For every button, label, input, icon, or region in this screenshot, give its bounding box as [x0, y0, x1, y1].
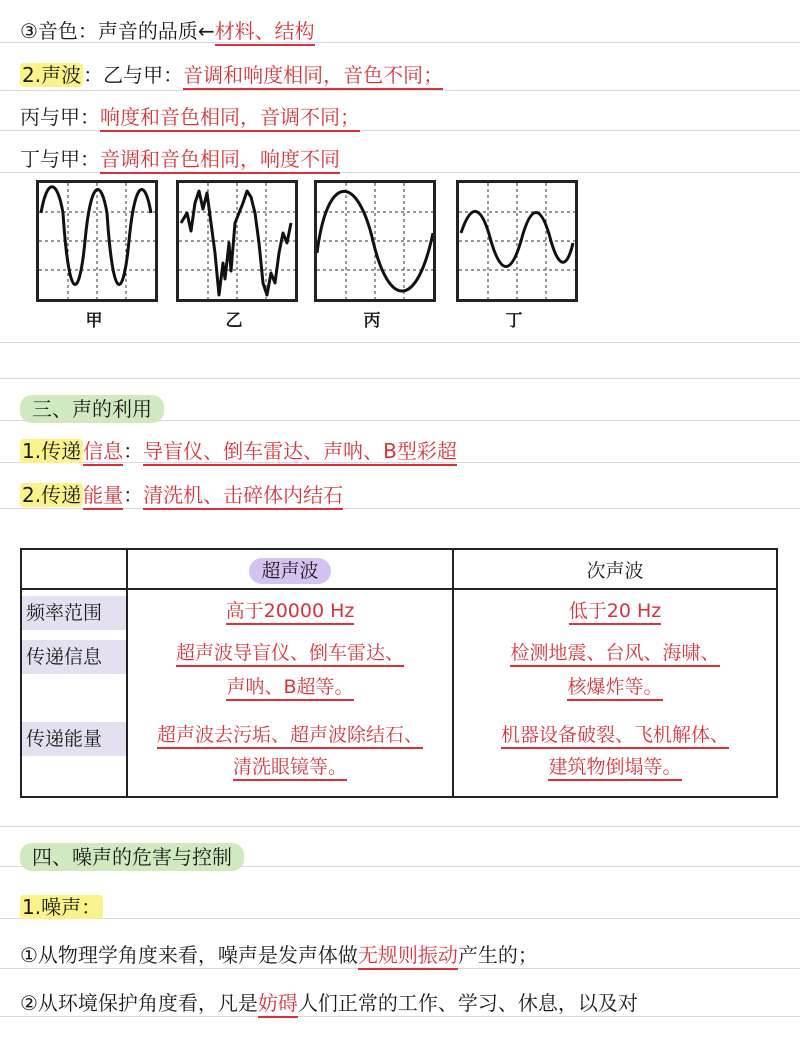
table-header-row — [21, 549, 777, 589]
waveform-label-jia: 甲 — [85, 311, 103, 331]
waveform-yi — [176, 180, 298, 302]
row-label-energy: 传递能量 — [21, 714, 127, 797]
table-header-infrasound: 次声波 — [453, 549, 777, 589]
noise-point-2-suffix: 人们正常的工作、学习、休息，以及对 — [297, 991, 638, 1015]
transfer-energy-line — [20, 480, 343, 510]
waveform-ding — [456, 180, 578, 302]
waveform-colon: ： — [83, 63, 104, 87]
table-row — [21, 589, 777, 640]
transfer-info-num: 1.传递 — [22, 439, 82, 463]
noise-point-2-keyword: 妨碍 — [258, 991, 298, 1018]
waveform-jia — [36, 180, 158, 302]
table-row — [21, 714, 777, 797]
ding-jia-answer: 音调和音色相同，响度不同 — [100, 147, 340, 174]
section-3-title-line — [20, 394, 164, 424]
bing-jia-subject: 丙与甲： — [20, 105, 100, 129]
cell-infrasound-info: 检测地震、台风、海啸、 核爆炸等。 — [453, 640, 777, 714]
waveform-label-ding: 丁 — [505, 311, 523, 331]
transfer-energy-keyword: 能量 — [83, 483, 123, 510]
table-header-empty — [21, 549, 127, 589]
noise-point-2 — [20, 988, 638, 1018]
transfer-info-line — [20, 436, 457, 466]
waveform-figures — [36, 180, 596, 330]
noise-point-1-prefix: ①从物理学角度来看，噪声是发声体做 — [20, 943, 358, 967]
noise-point-1-suffix: 产生的； — [457, 943, 538, 967]
bing-jia-answer: 响度和音色相同，音调不同； — [100, 105, 360, 132]
yi-jia-subject: 乙与甲： — [103, 63, 184, 87]
transfer-info-colon: ： — [123, 439, 144, 463]
transfer-energy-colon: ： — [123, 483, 144, 507]
transfer-energy-examples: 清洗机、击碎体内结石 — [143, 483, 343, 510]
ultrasound-infrasound-table — [20, 548, 778, 798]
section-4-title-line — [20, 842, 244, 872]
section-4-title: 四、噪声的危害与控制 — [20, 843, 244, 871]
waveform-label-yi: 乙 — [225, 311, 243, 331]
noise-point-2-prefix: ②从环境保护角度看，凡是 — [20, 991, 258, 1015]
noise-point-1 — [20, 940, 538, 970]
noise-point-1-keyword: 无规则振动 — [358, 943, 458, 970]
waveform-label-bing: 丙 — [363, 311, 381, 331]
waveform-compare-line-bing — [20, 102, 360, 132]
transfer-info-keyword: 信息 — [83, 439, 123, 466]
cell-infrasound-energy: 机器设备破裂、飞机解体、 建筑物倒塌等。 — [453, 714, 777, 797]
row-label-info: 传递信息 — [21, 640, 127, 714]
cell-infrasound-frequency: 低于20 Hz — [453, 589, 777, 640]
timbre-line — [20, 16, 315, 46]
table-row — [21, 640, 777, 714]
waveform-bing — [314, 180, 436, 302]
noise-heading-line — [20, 892, 103, 922]
waveform-compare-line-yi — [20, 60, 443, 90]
cell-ultrasound-info: 超声波导盲仪、倒车雷达、 声呐、B超等。 — [127, 640, 453, 714]
ding-jia-subject: 丁与甲： — [20, 147, 100, 171]
transfer-info-examples: 导盲仪、倒车雷达、声呐、B型彩超 — [143, 439, 457, 466]
table-header-ultrasound: 超声波 — [127, 549, 453, 589]
timbre-answer: 材料、结构 — [215, 19, 315, 46]
cell-ultrasound-energy: 超声波去污垢、超声波除结石、 清洗眼镜等。 — [127, 714, 453, 797]
noise-heading: 1.噪声： — [22, 895, 102, 919]
transfer-energy-num: 2.传递 — [22, 483, 82, 507]
cell-ultrasound-frequency: 高于20000 Hz — [127, 589, 453, 640]
waveform-compare-line-ding — [20, 144, 340, 174]
yi-jia-answer: 音调和响度相同，音色不同； — [183, 63, 443, 90]
row-label-frequency: 频率范围 — [21, 589, 127, 640]
waveform-heading: 2.声波 — [22, 63, 82, 87]
section-3-title: 三、声的利用 — [20, 395, 164, 423]
timbre-prefix: ③音色：声音的品质← — [20, 19, 215, 43]
